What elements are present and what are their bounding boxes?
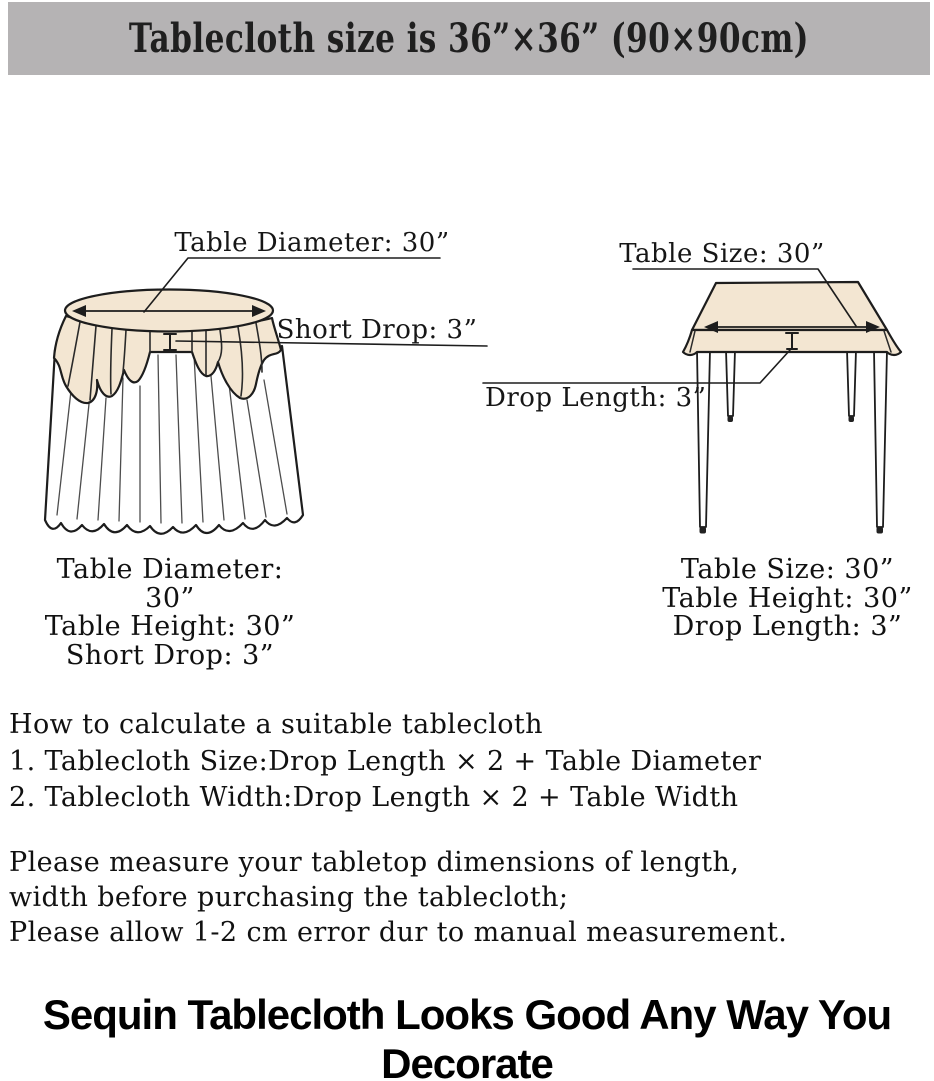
caption-line: Table Diameter: 30” — [56, 554, 284, 614]
note-line: Please measure your tabletop dimensions of length, — [9, 847, 740, 878]
measurement-notes — [9, 845, 787, 950]
footer-line: Decorate — [381, 1040, 553, 1081]
note-line: width before purchasing the tablecloth; — [9, 882, 569, 913]
round-table-caption — [28, 556, 312, 670]
caption-line: Short Drop: 3” — [65, 639, 275, 671]
table-size-label: Table Size: 30” — [619, 239, 825, 269]
header-banner — [8, 2, 930, 75]
table-foot-back-left — [728, 416, 734, 422]
page-title: Tablecloth size is 36”×36” (90×90cm) — [128, 15, 809, 62]
table-foot-front-right — [877, 527, 884, 534]
footer-tagline — [0, 990, 934, 1081]
diagram-canvas — [0, 225, 934, 555]
footer-line: Sequin Tablecloth Looks Good Any Way You — [42, 991, 892, 1038]
short-drop-label: Short Drop: 3” — [276, 315, 478, 345]
table-leg-back-right — [847, 350, 856, 416]
caption-line: Table Height: 30” — [44, 611, 296, 642]
diameter-label: Table Diameter: 30” — [174, 228, 450, 258]
calculation-item: 2. Tablecloth Width:Drop Length × 2 + Table Width — [9, 782, 739, 813]
drop-length-leader-line — [483, 350, 790, 383]
calculation-item: 1. Tablecloth Size:Drop Length × 2 + Table Diameter — [9, 745, 762, 777]
rect-table-top — [692, 282, 887, 330]
drop-length-label: Drop Length: 3” — [485, 383, 707, 413]
rect-table-caption — [640, 556, 934, 642]
table-leg-front-right — [874, 350, 887, 527]
caption-line: Table Size: 30” — [680, 554, 895, 585]
caption-line: Table Height: 30” — [662, 582, 913, 614]
caption-line: Drop Length: 3” — [672, 611, 903, 642]
note-line: Please allow 1-2 cm error dur to manual measurement. — [9, 917, 788, 948]
table-leg-front-left — [697, 350, 710, 527]
calculation-heading: How to calculate a suitable tablecloth — [9, 709, 543, 740]
round-table-diagram — [45, 228, 487, 534]
rect-table-diagram — [483, 239, 901, 534]
table-foot-front-left — [700, 527, 707, 534]
table-foot-back-right — [849, 416, 855, 422]
calculation-section — [9, 707, 761, 817]
